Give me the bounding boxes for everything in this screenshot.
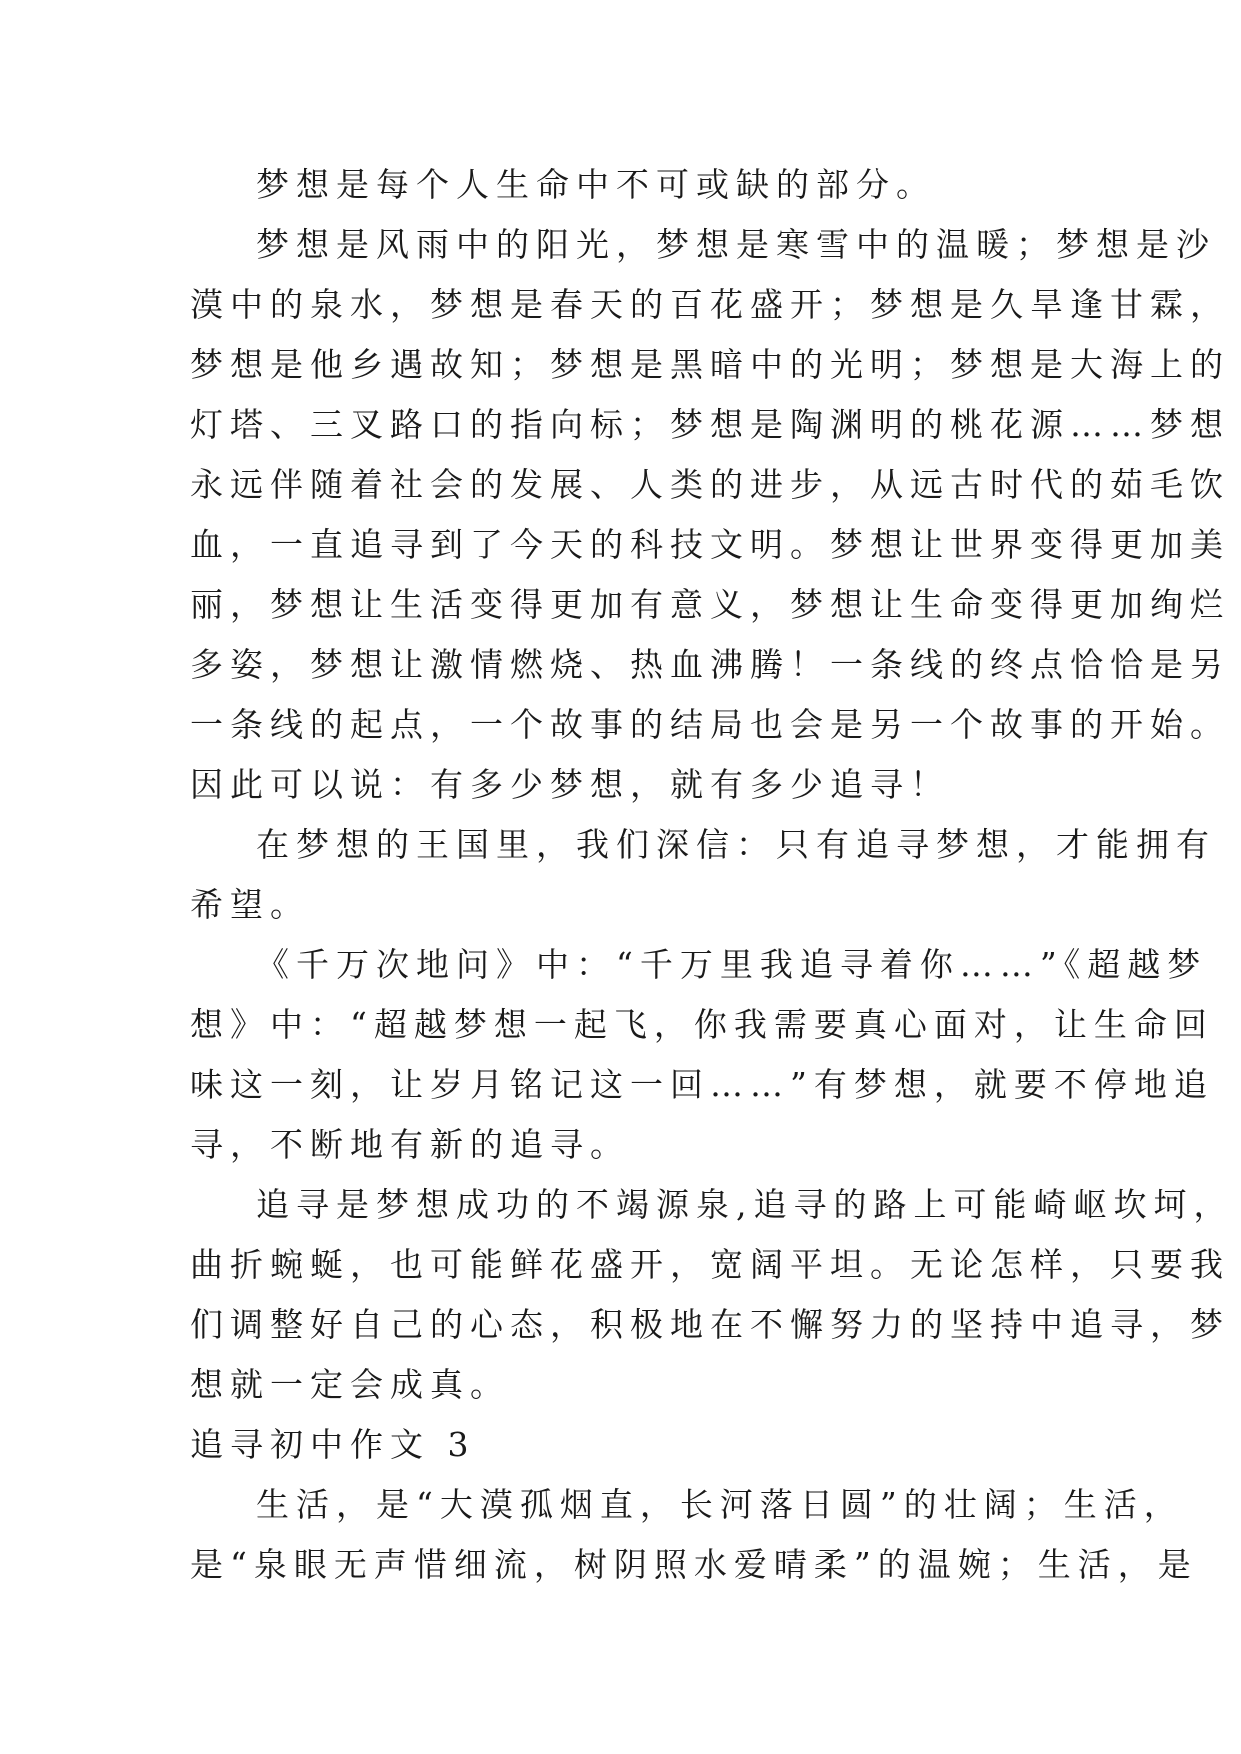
text-line: 寻，不断地有新的追寻。 (190, 1125, 630, 1164)
text-line: 希望。 (190, 885, 310, 924)
text-line: 丽，梦想让生活变得更加有意义，梦想让生命变得更加绚烂 (190, 585, 1230, 624)
text-line: 想》中：“超越梦想一起飞，你我需要真心面对，让生命回 (190, 1005, 1214, 1044)
text-line: 多姿，梦想让激情燃烧、热血沸腾！一条线的终点恰恰是另 (190, 645, 1230, 684)
text-line: 们调整好自己的心态，积极地在不懈努力的坚持中追寻，梦 (190, 1305, 1230, 1344)
text-line: 梦想是每个人生命中不可或缺的部分。 (256, 165, 936, 204)
text-line: 味这一刻，让岁月铭记这一回……”有梦想，就要不停地追 (190, 1065, 1214, 1104)
text-line: 漠中的泉水，梦想是春天的百花盛开；梦想是久旱逢甘霖， (190, 285, 1230, 324)
text-line: 想就一定会成真。 (190, 1365, 510, 1404)
text-line: 《千万次地问》中：“千万里我追寻着你……”《超越梦 (256, 945, 1208, 984)
text-line: 梦想是风雨中的阳光，梦想是寒雪中的温暖；梦想是沙 (256, 225, 1216, 264)
text-line: 在梦想的王国里，我们深信：只有追寻梦想，才能拥有 (256, 825, 1216, 864)
text-line: 一条线的起点，一个故事的结局也会是另一个故事的开始。 (190, 705, 1230, 744)
text-line: 追寻是梦想成功的不竭源泉,追寻的路上可能崎岖坎坷， (256, 1185, 1234, 1224)
text-line: 因此可以说：有多少梦想，就有多少追寻！ (190, 765, 950, 804)
text-line: 曲折蜿蜒，也可能鲜花盛开，宽阔平坦。无论怎样，只要我 (190, 1245, 1230, 1284)
text-line: 是“泉眼无声惜细流，树阴照水爱晴柔”的温婉；生活，是 (190, 1545, 1198, 1584)
text-line: 灯塔、三叉路口的指向标；梦想是陶渊明的桃花源……梦想 (190, 405, 1230, 444)
text-line: 永远伴随着社会的发展、人类的进步，从远古时代的茹毛饮 (190, 465, 1230, 504)
section-heading: 追寻初中作文 3 (190, 1425, 476, 1464)
text-line: 梦想是他乡遇故知；梦想是黑暗中的光明；梦想是大海上的 (190, 345, 1230, 384)
document-body (190, 155, 1234, 1595)
text-line: 生活，是“大漠孤烟直，长河落日圆”的壮阔；生活， (256, 1485, 1184, 1524)
text-line: 血，一直追寻到了今天的科技文明。梦想让世界变得更加美 (190, 525, 1230, 564)
